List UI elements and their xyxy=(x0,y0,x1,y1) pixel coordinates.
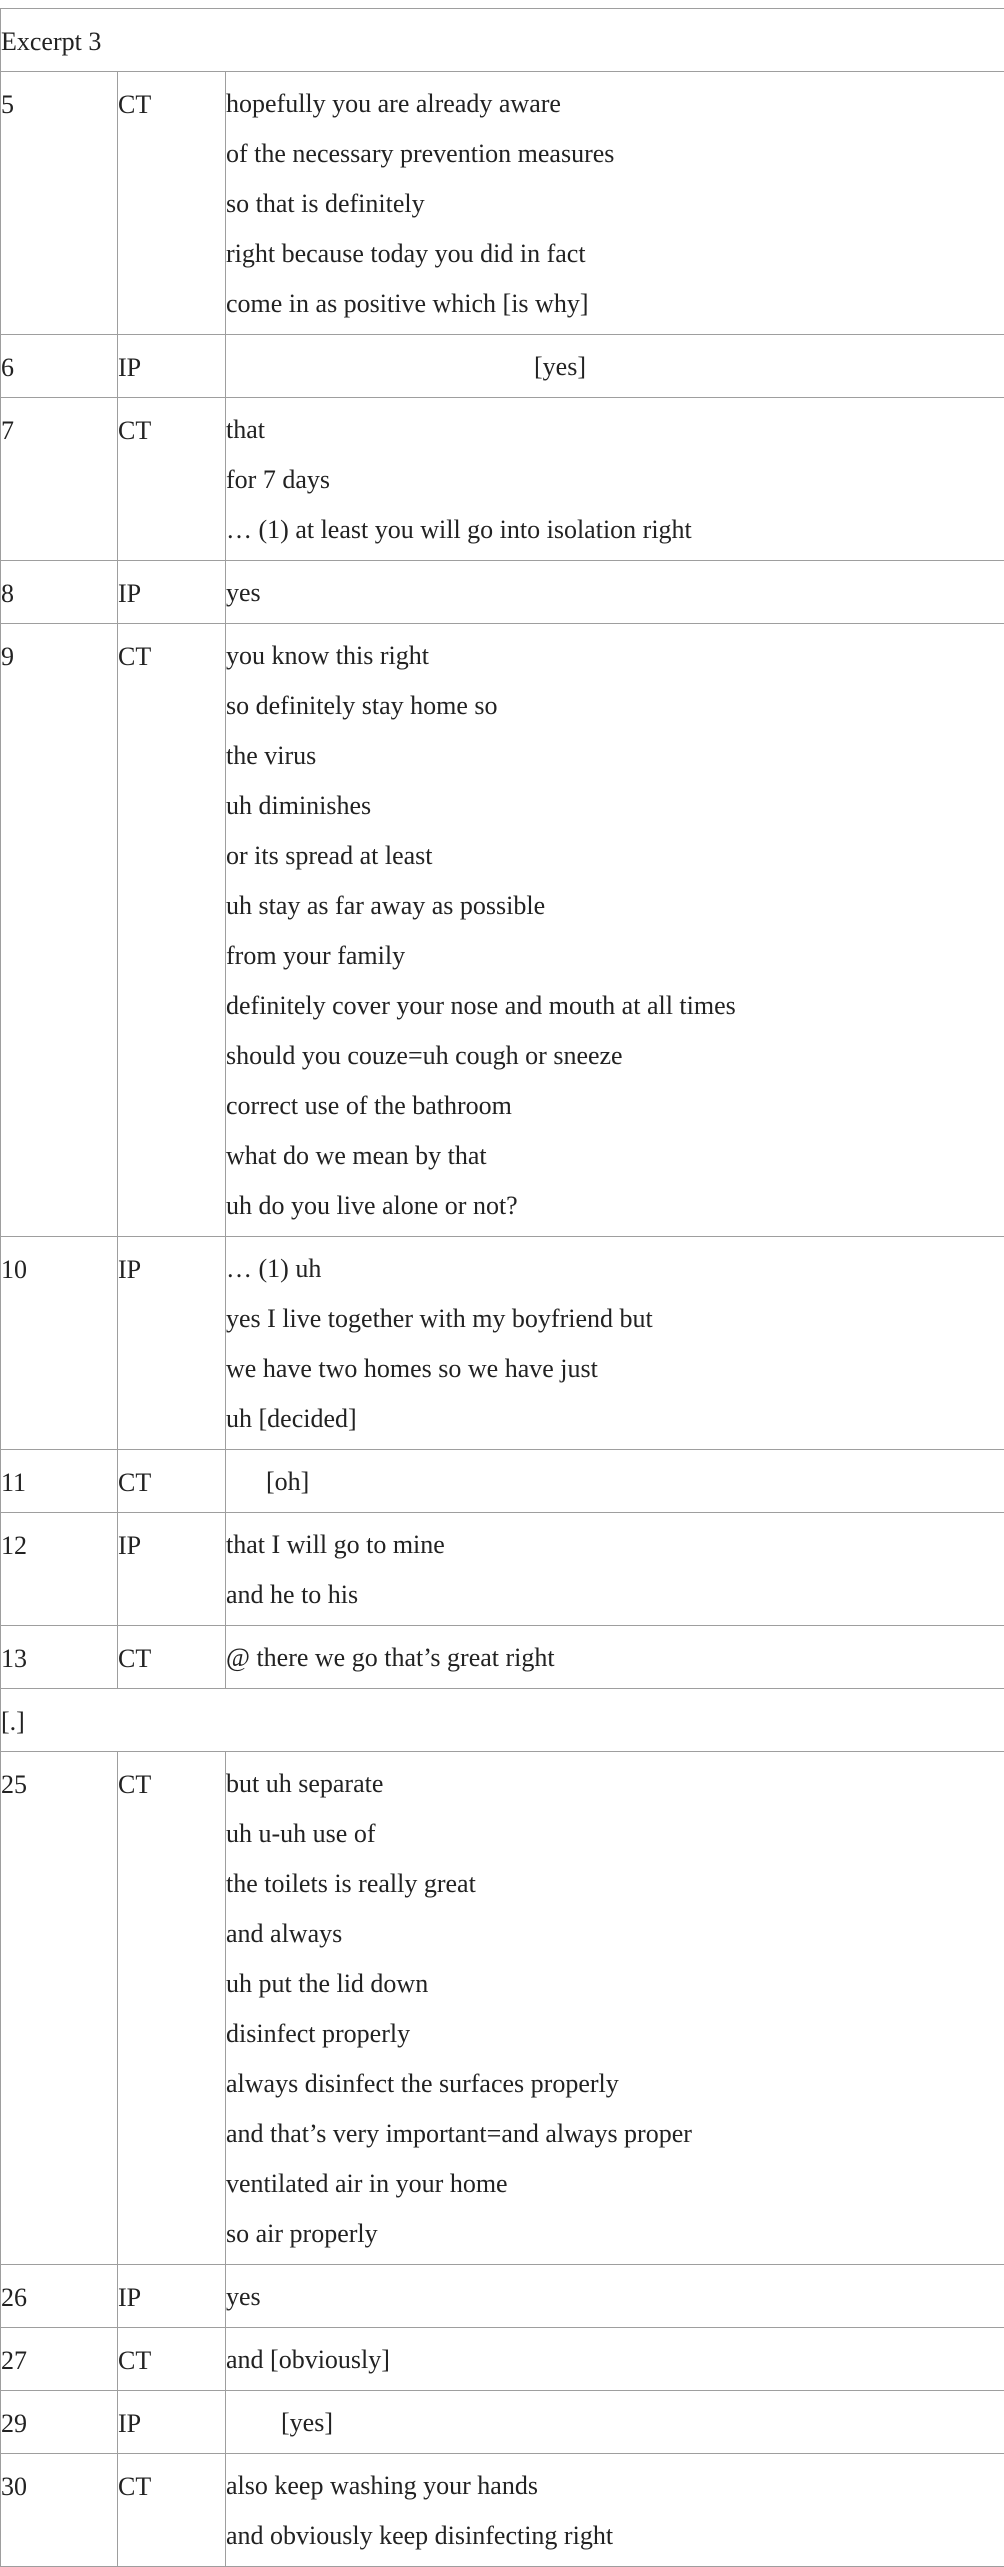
utterance xyxy=(226,2454,1004,2567)
utterance xyxy=(226,624,1004,1237)
utterance-line: that I will go to mine xyxy=(226,1531,1004,1581)
transcript-table xyxy=(0,8,1004,2567)
excerpt-title: Excerpt 3 xyxy=(1,9,1004,72)
line-number: 30 xyxy=(1,2454,118,2567)
table-row xyxy=(1,561,1004,624)
speaker: IP xyxy=(118,561,226,624)
gap-marker: [.] xyxy=(1,1689,1004,1752)
utterance-line: so air properly xyxy=(226,2220,1004,2250)
utterance-line: uh diminishes xyxy=(226,792,1004,842)
speaker: CT xyxy=(118,2454,226,2567)
utterance-line: @ there we go that’s great right xyxy=(226,1644,1004,1674)
speaker: CT xyxy=(118,72,226,335)
utterance xyxy=(226,72,1004,335)
utterance-line: and always xyxy=(226,1920,1004,1970)
table-row xyxy=(1,398,1004,561)
utterance-line: from your family xyxy=(226,942,1004,992)
utterance-line: right because today you did in fact xyxy=(226,240,1004,290)
speaker: CT xyxy=(118,398,226,561)
table-row xyxy=(1,1237,1004,1450)
line-number: 12 xyxy=(1,1513,118,1626)
utterance xyxy=(226,2265,1004,2328)
utterance xyxy=(226,398,1004,561)
speaker: IP xyxy=(118,1237,226,1450)
utterance-line: hopefully you are already aware xyxy=(226,90,1004,140)
line-number: 11 xyxy=(1,1450,118,1513)
table-row xyxy=(1,2328,1004,2391)
utterance xyxy=(226,1626,1004,1689)
utterance-line: the toilets is really great xyxy=(226,1870,1004,1920)
utterance-line: you know this right xyxy=(226,642,1004,692)
table-row xyxy=(1,335,1004,398)
utterance-line: yes I live together with my boyfriend but xyxy=(226,1305,1004,1355)
utterance-line: and that’s very important=and always proper xyxy=(226,2120,1004,2170)
table-row xyxy=(1,624,1004,1237)
utterance-line: uh put the lid down xyxy=(226,1970,1004,2020)
utterance-line: for 7 days xyxy=(226,466,1004,516)
speaker: IP xyxy=(118,1513,226,1626)
speaker: CT xyxy=(118,1752,226,2265)
utterance-line: always disinfect the surfaces properly xyxy=(226,2070,1004,2120)
table-row xyxy=(1,1626,1004,1689)
utterance xyxy=(226,2328,1004,2391)
utterance xyxy=(226,1752,1004,2265)
table-row xyxy=(1,2265,1004,2328)
table-row xyxy=(1,72,1004,335)
table-row xyxy=(1,2391,1004,2454)
line-number: 13 xyxy=(1,1626,118,1689)
line-number: 8 xyxy=(1,561,118,624)
utterance xyxy=(226,1237,1004,1450)
utterance xyxy=(226,1450,1004,1513)
line-number: 26 xyxy=(1,2265,118,2328)
utterance-line: also keep washing your hands xyxy=(226,2472,1004,2522)
utterance-line: so definitely stay home so xyxy=(226,692,1004,742)
utterance-line: uh [decided] xyxy=(226,1405,1004,1435)
utterance-line: [yes] xyxy=(226,353,1004,383)
utterance-line: disinfect properly xyxy=(226,2020,1004,2070)
speaker: IP xyxy=(118,2265,226,2328)
utterance-line: and [obviously] xyxy=(226,2346,1004,2376)
utterance-line: come in as positive which [is why] xyxy=(226,290,1004,320)
utterance-line: or its spread at least xyxy=(226,842,1004,892)
utterance-line: we have two homes so we have just xyxy=(226,1355,1004,1405)
table-row xyxy=(1,1450,1004,1513)
utterance-line: uh u-uh use of xyxy=(226,1820,1004,1870)
excerpt-title-row xyxy=(1,9,1004,72)
utterance-line: yes xyxy=(226,579,1004,609)
utterance xyxy=(226,335,1004,398)
speaker: CT xyxy=(118,624,226,1237)
gap-marker-row xyxy=(1,1689,1004,1752)
utterance-line: … (1) at least you will go into isolation right xyxy=(226,516,1004,546)
utterance-line: and he to his xyxy=(226,1581,1004,1611)
utterance-line: yes xyxy=(226,2283,1004,2313)
utterance-line: what do we mean by that xyxy=(226,1142,1004,1192)
utterance-line: and obviously keep disinfecting right xyxy=(226,2522,1004,2552)
utterance-line: [oh] xyxy=(226,1468,1004,1498)
speaker: CT xyxy=(118,2328,226,2391)
line-number: 27 xyxy=(1,2328,118,2391)
utterance-line: uh do you live alone or not? xyxy=(226,1192,1004,1222)
utterance-line: correct use of the bathroom xyxy=(226,1092,1004,1142)
utterance xyxy=(226,561,1004,624)
speaker: CT xyxy=(118,1450,226,1513)
table-row xyxy=(1,1513,1004,1626)
utterance-line: but uh separate xyxy=(226,1770,1004,1820)
line-number: 10 xyxy=(1,1237,118,1450)
utterance-line: that xyxy=(226,416,1004,466)
utterance-line: so that is definitely xyxy=(226,190,1004,240)
table-row xyxy=(1,1752,1004,2265)
utterance-line: ventilated air in your home xyxy=(226,2170,1004,2220)
line-number: 29 xyxy=(1,2391,118,2454)
line-number: 5 xyxy=(1,72,118,335)
table-row xyxy=(1,2454,1004,2567)
utterance xyxy=(226,2391,1004,2454)
line-number: 6 xyxy=(1,335,118,398)
utterance-line: of the necessary prevention measures xyxy=(226,140,1004,190)
utterance-line: definitely cover your nose and mouth at all times xyxy=(226,992,1004,1042)
utterance-line: … (1) uh xyxy=(226,1255,1004,1305)
line-number: 7 xyxy=(1,398,118,561)
utterance xyxy=(226,1513,1004,1626)
utterance-line: should you couze=uh cough or sneeze xyxy=(226,1042,1004,1092)
utterance-line: uh stay as far away as possible xyxy=(226,892,1004,942)
utterance-line: the virus xyxy=(226,742,1004,792)
line-number: 9 xyxy=(1,624,118,1237)
utterance-line: [yes] xyxy=(226,2409,1004,2439)
speaker: IP xyxy=(118,335,226,398)
speaker: IP xyxy=(118,2391,226,2454)
line-number: 25 xyxy=(1,1752,118,2265)
speaker: CT xyxy=(118,1626,226,1689)
